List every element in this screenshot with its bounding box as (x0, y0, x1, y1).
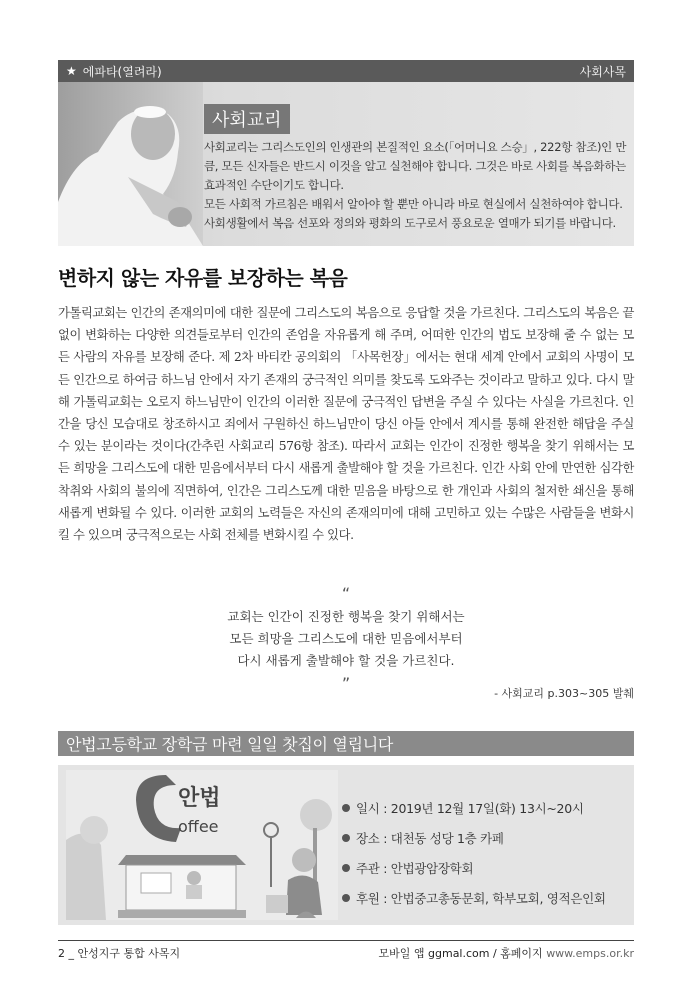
quote-line: 모든 희망을 그리스도에 대한 믿음에서부터 (229, 631, 463, 646)
bullet-icon (342, 834, 350, 842)
banner-paragraph: 사회교리는 그리스도인의 인생관의 본질적인 요소(「어머니요 스승」, 222항 참조)인 만큼, 모든 신자들은 반드시 이것을 알고 실천해야 합니다. 그것은 바로 사회를 복음화하는 효과적인 수단이기도 합니다. (204, 140, 627, 192)
event-title-bar: 안법고등학교 장학금 마련 일일 찻집이 열립니다 (58, 731, 634, 756)
event-date: 일시 : 2019년 12월 17일(화) 13시~20시 (356, 801, 584, 816)
banner-text (204, 138, 628, 233)
event-place: 장소 : 대천동 성당 1층 카페 (356, 831, 504, 846)
page-footer (58, 940, 634, 961)
section-name: 에파타(열려라) (82, 64, 162, 79)
pope-praying-photo (58, 82, 203, 246)
bullet-icon (342, 894, 350, 902)
event-organizer: 주관 : 안법광암장학회 (356, 861, 474, 876)
quote-close-mark: ” (341, 674, 351, 693)
quote-line: 교회는 인간이 진정한 행복을 찾기 위해서는 (227, 609, 465, 624)
event-sponsor: 후원 : 안법중고총동문회, 학부모회, 영적은인회 (356, 891, 606, 906)
bullet-icon (342, 804, 350, 812)
list-item (342, 853, 606, 883)
section-header-left (66, 63, 162, 80)
quote-line: 다시 새롭게 출발해야 할 것을 가르친다. (237, 653, 455, 668)
star-icon: ★ (66, 64, 77, 78)
footer-links (379, 945, 634, 961)
quote-open-mark: “ (341, 584, 351, 603)
list-item (342, 793, 606, 823)
section-header-bar (58, 60, 634, 82)
cafe-logo-text: 안법 (178, 786, 221, 811)
section-category: 사회사목 (579, 64, 626, 79)
pull-quote (0, 606, 692, 672)
article-title: 변하지 않는 자유를 보장하는 복음 (58, 266, 348, 290)
cafe-logo-sub: offee (178, 817, 219, 836)
social-doctrine-banner (58, 82, 634, 246)
bullet-icon (342, 864, 350, 872)
quote-source: - 사회교리 p.303~305 발췌 (494, 687, 634, 700)
event-details-list (342, 793, 606, 913)
event-info-box (58, 765, 634, 925)
cafe-illustration (66, 770, 338, 920)
banner-paragraph: 모든 사회적 가르침은 배워서 알아야 할 뿐만 아니라 바로 현실에서 실천하여야 합니다. 사회생활에서 복음 선포와 정의와 평화의 도구로서 풍요로운 열매가 되기를 바랍니다. (204, 197, 623, 230)
article-body: 가톨릭교회는 인간의 존재의미에 대한 질문에 그리스도의 복음으로 응답할 것을 가르친다. 그리스도의 복음은 끝없이 변화하는 다양한 의견들로부터 인간의 존엄을 자유롭게 해 주며, 어떠한 인간의 법도 보장해 줄 수 없는 모든 사람의 자유를 보장해 준다. 제 2차 바티칸 공의회의 「사목헌장」에서는 현대 세계 안에서 교회의 사명이 모든 인간으로 하여금 하느님 안에서 자기 존재의 궁극적인 의미를 찾도록 도와주는 것이라고 말하고 있다. 다시 말해 가톨릭교회는 오로지 하느님만이 인간의 이러한 질문에 궁극적인 답변을 주실 수 있다는 사실을 가르친다. 인간을 당신 모습대로 창조하시고 죄에서 구원하신 하느님만이 당신 아들 안에서 계시를 통해 완전한 해답을 주실 수 있는 분이라는 것이다(간추린 사회교리 576항 참조). 따라서 교회는 인간이 진정한 행복을 찾기 위해서는 모든 희망을 그리스도에 대한 믿음에서부터 다시 새롭게 출발해야 할 것을 가르친다. 인간 사회 안에 만연한 심각한 착취와 사회의 불의에 직면하여, 인간은 그리스도께 대한 믿음을 바탕으로 한 개인과 사회의 철저한 쇄신을 통해 새롭게 변화될 수 있다. 이러한 교회의 노력들은 자신의 존재의미에 대해 고민하고 있는 수많은 사람들을 변화시킬 수 있으며 궁극적으로는 사회 전체를 변화시킬 수 있다. (58, 306, 634, 543)
footer-website[interactable]: www.emps.or.kr (546, 947, 634, 960)
list-item (342, 883, 606, 913)
page-number-label: 2 _ 안성지구 통합 사목지 (58, 947, 181, 960)
list-item (342, 823, 606, 853)
footer-app-label: 모바일 앱 ggmal.com / 홈페이지 (378, 947, 543, 960)
banner-title: 사회교리 (204, 104, 290, 134)
